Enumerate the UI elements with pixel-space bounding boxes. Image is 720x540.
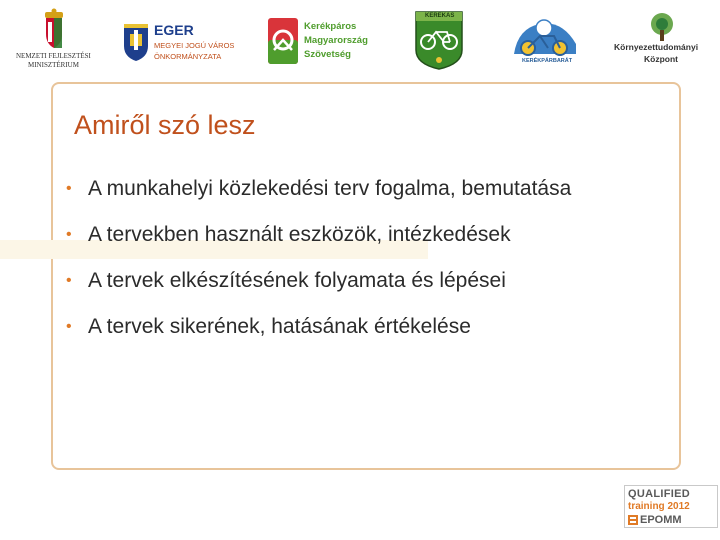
badge-line3: EPOMM	[640, 514, 682, 526]
ministry-name-line2: MINISZTÉRIUM	[28, 61, 79, 69]
cycling-federation-logo	[268, 18, 378, 66]
bike-friendly-logo	[510, 14, 580, 68]
badge-line2: training 2012	[628, 501, 690, 512]
bullet-item	[66, 312, 676, 342]
bullet-item	[66, 220, 676, 250]
bullet-text: A tervek elkészítésének folyamata és lépései	[88, 269, 506, 292]
bike-shield-text: KEREKAS	[425, 13, 455, 19]
bullet-icon: •	[66, 318, 72, 335]
ministry-name-line1: NEMZETI FEJLESZTÉSI	[16, 52, 91, 60]
eger-name: EGER	[154, 22, 194, 38]
cycling-line1: Kerékpáros	[304, 21, 357, 32]
logo-bar	[0, 0, 720, 78]
bullet-icon: •	[66, 180, 72, 197]
eger-logo	[122, 22, 262, 66]
badge-line1: QUALIFIED	[628, 488, 690, 500]
bike-friendly-icon	[510, 14, 580, 60]
bike-friendly-caption: KERÉKPÁRBARÁT	[522, 58, 573, 64]
environment-line1: Környezettudományi	[614, 42, 699, 52]
eger-crest-icon	[122, 24, 150, 62]
environment-line2: Központ	[644, 54, 678, 64]
bullet-icon: •	[66, 272, 72, 289]
epomm-icon	[628, 515, 638, 525]
bullet-text: A tervek sikerének, hatásának értékelése	[88, 315, 471, 338]
bullet-item	[66, 174, 618, 204]
bike-shield-logo	[414, 10, 464, 70]
environment-centre-logo	[612, 12, 712, 66]
cycling-federation-icon	[268, 18, 298, 64]
bullet-text: A munkahelyi közlekedési terv fogalma, bemutatása	[88, 177, 572, 200]
bullet-icon: •	[66, 226, 72, 243]
cycling-line2: Magyarország	[304, 35, 368, 46]
coat-of-arms-icon	[12, 8, 96, 52]
slide-title: Amiről szó lesz	[74, 110, 256, 140]
eger-line1: MEGYEI JOGÚ VÁROS	[154, 41, 235, 50]
cycling-line3: Szövetség	[304, 49, 351, 60]
bullet-item	[66, 266, 676, 296]
qualified-training-badge	[624, 485, 718, 528]
ministry-logo	[12, 8, 96, 70]
eger-line2: ÖNKORMÁNYZATA	[154, 52, 222, 61]
tree-icon	[649, 12, 675, 42]
bullet-list	[66, 174, 676, 358]
bullet-text: A tervekben használt eszközök, intézkedések	[88, 223, 511, 246]
